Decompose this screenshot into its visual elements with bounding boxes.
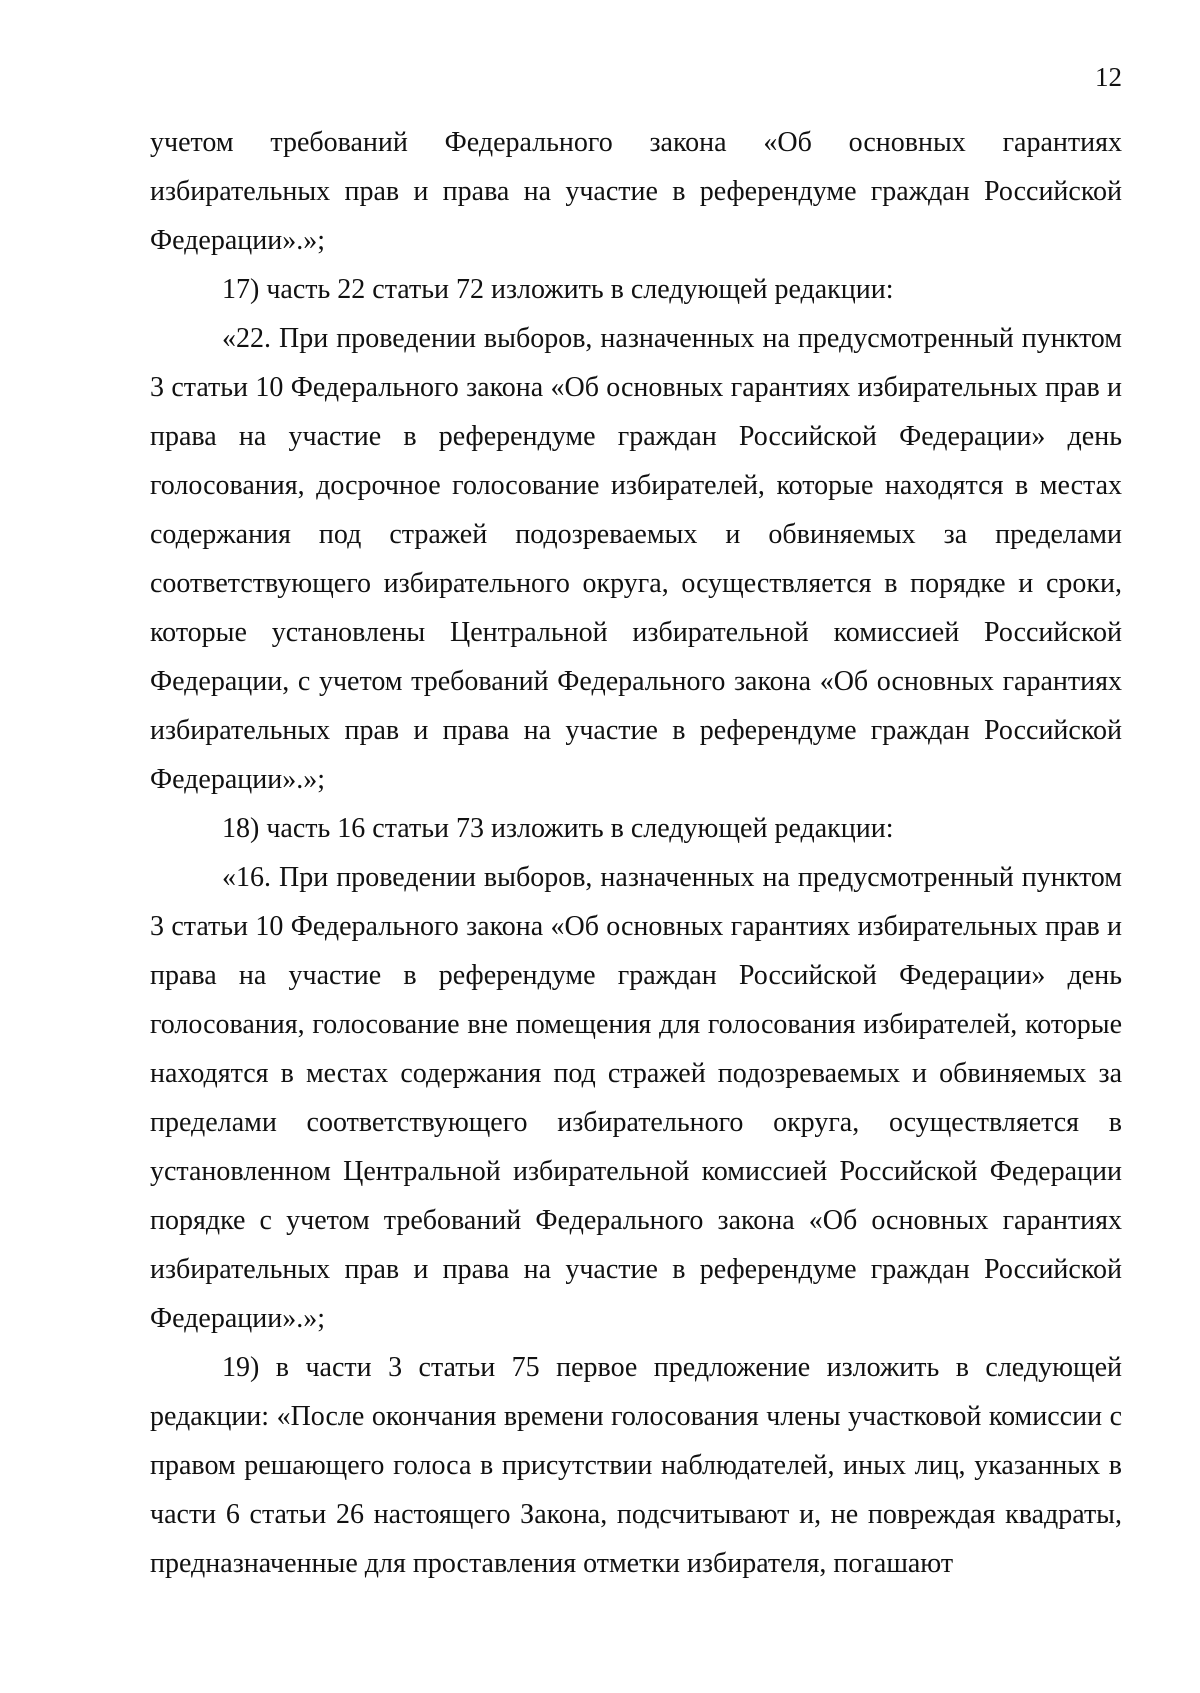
page-number: 12 — [1095, 62, 1122, 92]
paragraph-part-16: «16. При проведении выборов, назначенных на предусмотренный пунктом 3 статьи 10 Федерального закона «Об основных гарантиях избирательных прав и права на участие в референдуме граждан Российской Федерации» день голосования, голосование вне помещения для голосования избирателей, которые находятся в местах содержания под стражей подозреваемых и обвиняемых за пределами соответствующего избирательного округа, осуществляется в установленном Центральной избирательной комиссией Российской Федерации порядке с учетом требований Федерального закона «Об основных гарантиях избирательных прав и права на участие в референдуме граждан Российской Федерации».»; — [150, 862, 1122, 1334]
document-body — [150, 118, 1122, 1588]
paragraph-item-17: 17) часть 22 статьи 72 изложить в следующей редакции: — [222, 274, 894, 305]
paragraph-item-18: 18) часть 16 статьи 73 изложить в следующей редакции: — [222, 813, 894, 844]
paragraph-part-22: «22. При проведении выборов, назначенных на предусмотренный пунктом 3 статьи 10 Федерального закона «Об основных гарантиях избирательных прав и права на участие в референдуме граждан Российской Федерации» день голосования, досрочное голосование избирателей, которые находятся в местах содержания под стражей подозреваемых и обвиняемых за пределами соответствующего избирательного округа, осуществляется в порядке и сроки, которые установлены Центральной избирательной комиссией Российской Федерации, с учетом требований Федерального закона «Об основных гарантиях избирательных прав и права на участие в референдуме граждан Российской Федерации».»; — [150, 323, 1122, 795]
paragraph-continuation: учетом требований Федерального закона «Об основных гарантиях избирательных прав и права на участие в референдуме граждан Российской Федерации».»; — [150, 127, 1122, 256]
paragraph-item-19: 19) в части 3 статьи 75 первое предложение изложить в следующей редакции: «После окончания времени голосования члены участковой комиссии с правом решающего голоса в присутствии наблюдателей, иных лиц, указанных в части 6 статьи 26 настоящего Закона, подсчитывают и, не повреждая квадраты, предназначенные для проставления отметки избирателя, погашают — [150, 1352, 1122, 1579]
